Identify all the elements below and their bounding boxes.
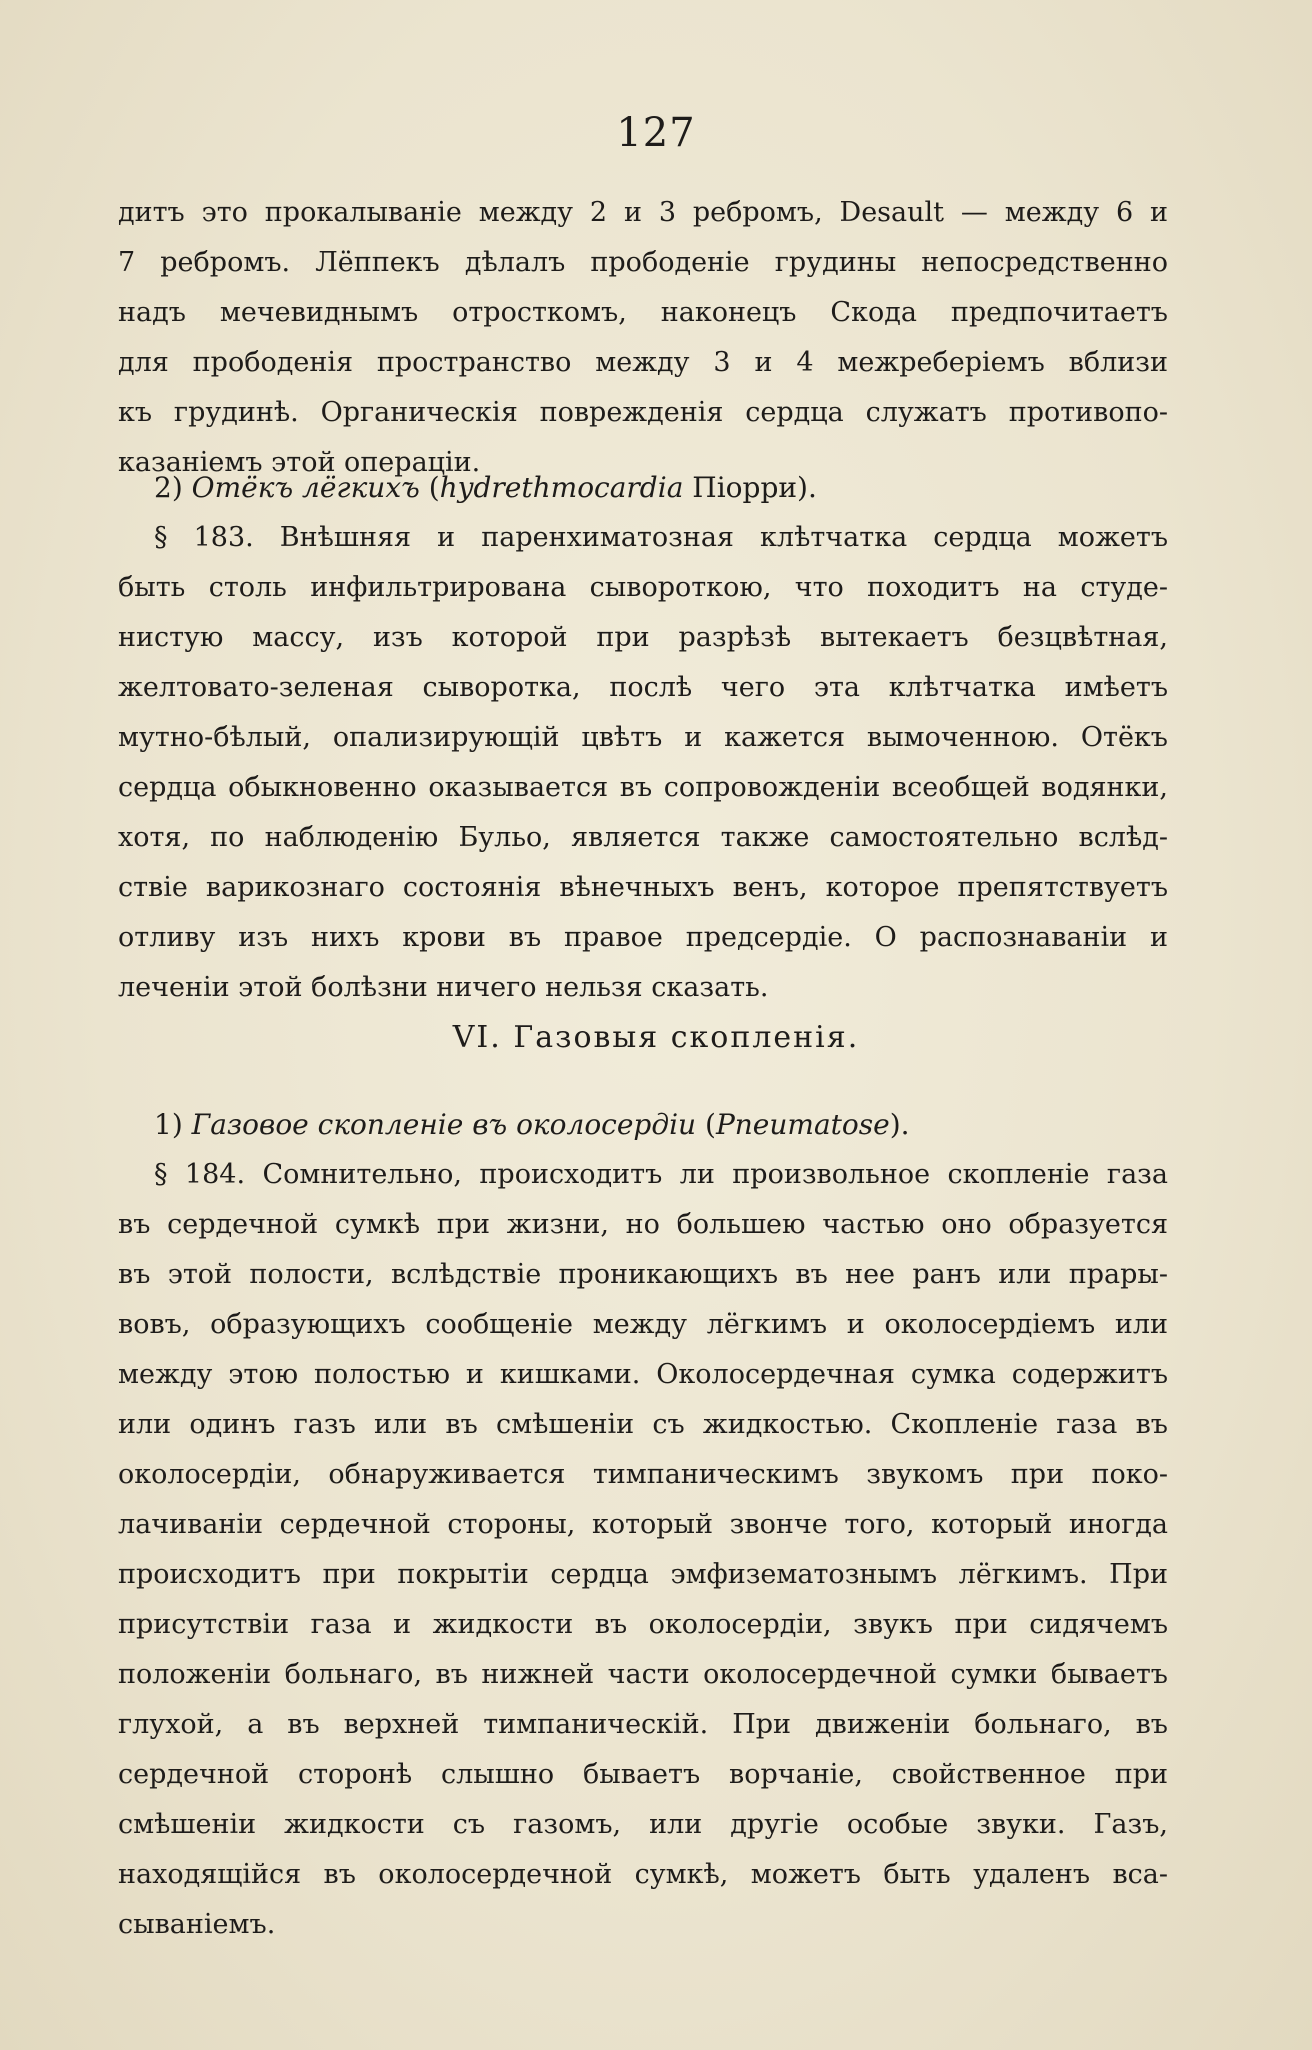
paragraph-184	[118, 1150, 1168, 1950]
text-line: ствіе варикознаго состоянія вѣнечныхъ венъ, которое препятствуетъ	[118, 872, 1168, 903]
text-line: вовъ, образующихъ сообщеніе между лёгкимъ и околосердіемъ или	[118, 1309, 1168, 1340]
subheading-number: 1)	[154, 1108, 183, 1141]
subheading-edema	[118, 463, 1168, 513]
text-line: сердца обыкновенно оказывается въ сопровожденіи всеобщей водянки,	[118, 772, 1168, 803]
text-line: леченіи этой болѣзни ничего нельзя сказать.	[118, 972, 769, 1003]
text-line: сываніемъ.	[118, 1909, 276, 1940]
text-line: хотя, по наблюденію Бульо, является также самостоятельно вслѣд-	[118, 822, 1168, 853]
text-line: или одинъ газъ или въ смѣшеніи съ жидкостью. Скопленіе газа въ	[118, 1409, 1168, 1440]
text-line: находящійся въ околосердечной сумкѣ, можетъ быть удаленъ вса-	[118, 1859, 1168, 1890]
text-line: присутствіи газа и жидкости въ околосердіи, звукъ при сидячемъ	[118, 1609, 1168, 1640]
section-heading: VI. Газовыя скопленія.	[452, 1020, 860, 1055]
text-line: глухой, а въ верхней тимпаническій. При движеніи больнаго, въ	[118, 1709, 1168, 1740]
subheading-title: Отёкъ лёгкихъ	[191, 471, 420, 504]
text-line: мутно-бѣлый, опализирующій цвѣтъ и кажется вымоченною. Отёкъ	[118, 722, 1168, 753]
text-line: для прободенія пространство между 3 и 4 межреберіемъ вблизи	[118, 347, 1168, 378]
author-name: Піорри	[692, 471, 798, 504]
text-line: въ сердечной сумкѣ при жизни, но большею частью оно образуется	[118, 1209, 1168, 1240]
text-line: происходитъ при покрытіи сердца эмфизематознымъ лёгкимъ. При	[118, 1559, 1168, 1590]
subheading-line	[118, 463, 1168, 513]
text-line: околосердіи, обнаруживается тимпаническимъ звукомъ при поко-	[118, 1459, 1168, 1490]
text-line: 7 ребромъ. Лёппекъ дѣлалъ прободеніе грудины непосредственно	[118, 247, 1168, 278]
text-line: въ этой полости, вслѣдствіе проникающихъ въ нее ранъ или прары-	[118, 1259, 1168, 1290]
text-line: желтовато-зеленая сыворотка, послѣ чего эта клѣтчатка имѣетъ	[118, 672, 1168, 703]
page-number: 127	[616, 110, 696, 156]
subheading-number: 2)	[154, 471, 183, 504]
latin-term: Pneumatose	[715, 1108, 890, 1141]
paren-open: (	[705, 1108, 716, 1141]
text-line: смѣшеніи жидкости съ газомъ, или другіе особые звуки. Газъ,	[118, 1809, 1168, 1840]
subheading-line	[118, 1100, 1168, 1150]
latin-term: hydrethmocardia	[439, 471, 684, 504]
text-line: къ грудинѣ. Органическія поврежденія сердца служатъ противопо-	[118, 397, 1168, 428]
text-line: нистую массу, изъ которой при разрѣзѣ вытекаетъ безцвѣтная,	[118, 622, 1168, 653]
paren-close: ).	[889, 1108, 910, 1141]
text-line: лачиваніи сердечной стороны, который звонче того, который иногда	[118, 1509, 1168, 1540]
text-line: между этою полостью и кишками. Околосердечная сумка содержитъ	[118, 1359, 1168, 1390]
paragraph-183	[118, 513, 1168, 1013]
text-line: дитъ это прокалываніе между 2 и 3 ребромъ, Desault — между 6 и	[118, 197, 1168, 228]
text-line: § 183. Внѣшняя и паренхиматозная клѣтчатка сердца можетъ	[154, 522, 1168, 553]
subheading-title: Газовое скопленіе въ околосердіи	[191, 1108, 697, 1141]
text-line: отливу изъ нихъ крови въ правое предсердіе. О распознаваніи и	[118, 922, 1168, 953]
text-line: § 184. Сомнительно, происходитъ ли произвольное скопленіе газа	[154, 1159, 1168, 1190]
paren-open: (	[428, 471, 440, 504]
subheading-pneumatose	[118, 1100, 1168, 1150]
text-line: надъ мечевиднымъ отросткомъ, наконецъ Скода предпочитаетъ	[118, 297, 1168, 328]
paren-close: ).	[797, 471, 817, 504]
text-line: быть столь инфильтрирована сывороткою, что походитъ на студе-	[118, 572, 1168, 603]
text-line: сердечной сторонѣ слышно бываетъ ворчаніе, свойственное при	[118, 1759, 1168, 1790]
text-line: положеніи больнаго, въ нижней части околосердечной сумки бываетъ	[118, 1659, 1168, 1690]
paragraph-continuation	[118, 188, 1168, 488]
text-line: казаніемъ этой операціи.	[118, 447, 481, 478]
